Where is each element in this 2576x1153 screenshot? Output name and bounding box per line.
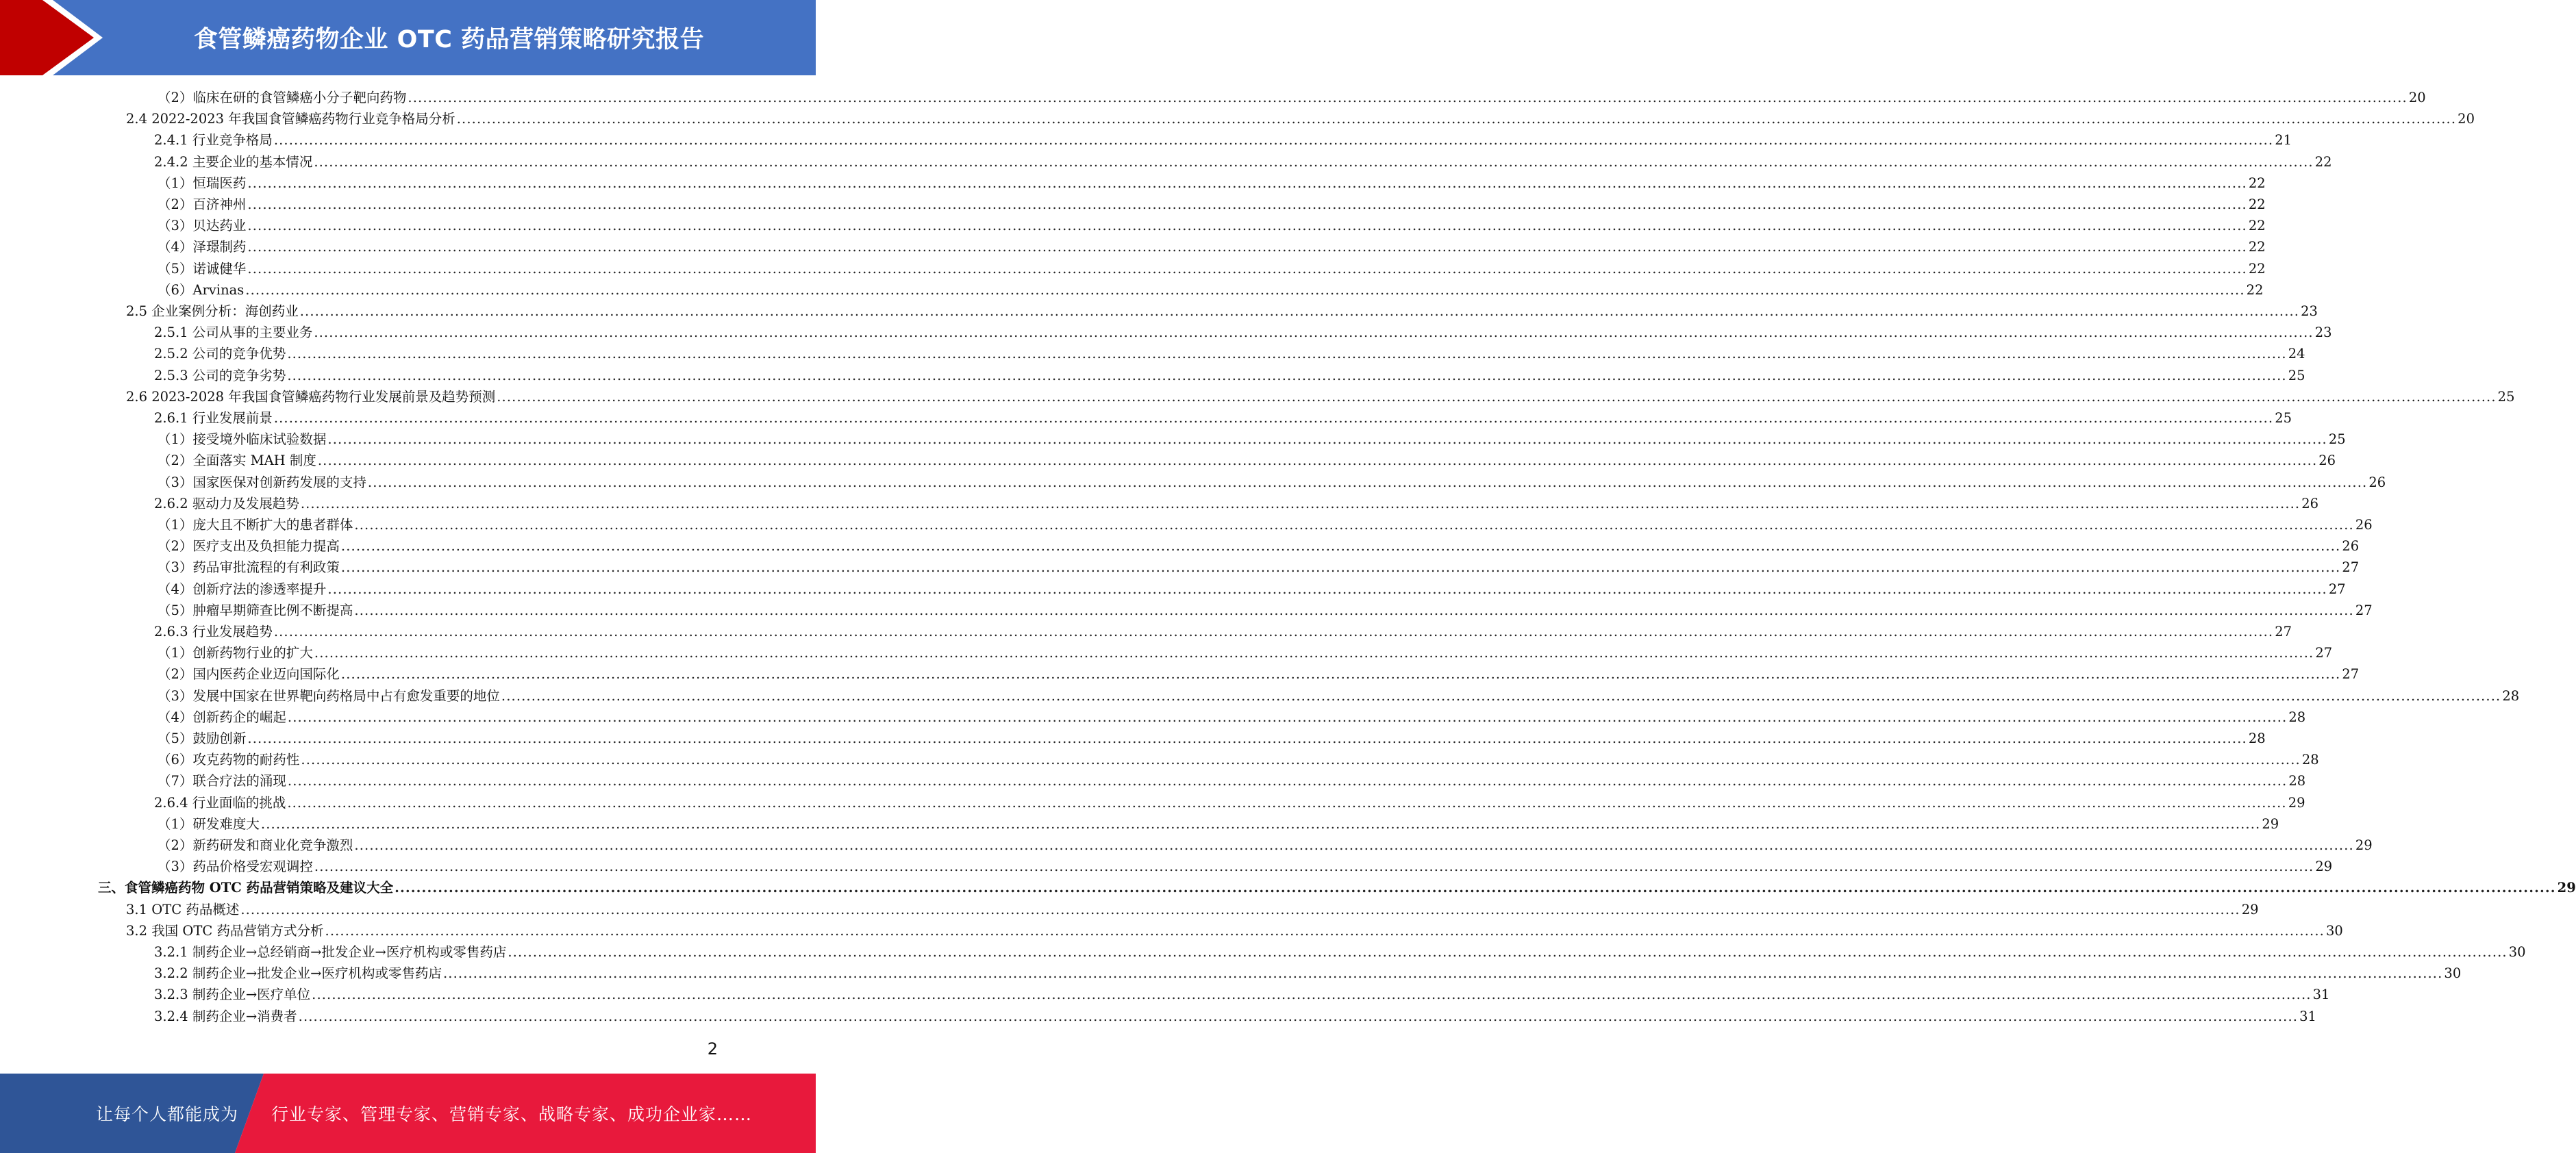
toc-entry[interactable] — [126, 386, 2515, 407]
toc-entry-page: 29 — [2557, 880, 2576, 896]
toc-entry-page: 28 — [2248, 731, 2266, 746]
toc-entry-page: 30 — [2444, 965, 2462, 982]
toc-dot-leader: ................................................................................................................................................................................................................................................................................................................................................................................................................ — [314, 153, 2314, 170]
toc-entry-title: （1）创新药物行业的扩大 — [158, 645, 313, 661]
toc-entry-page: 21 — [2275, 132, 2292, 149]
toc-entry-page: 20 — [2458, 111, 2475, 127]
toc-entry-title: （6）攻克药物的耐药性 — [158, 752, 300, 768]
toc-dot-leader: ................................................................................................................................................................................................................................................................................................................................................................................................................ — [354, 602, 2354, 618]
toc-entry-title: （2）临床在研的食管鳞癌小分子靶向药物 — [158, 90, 407, 105]
toc-dot-leader: ................................................................................................................................................................................................................................................................................................................................................................................................................ — [247, 731, 2247, 746]
toc-entry[interactable] — [158, 685, 2520, 707]
toc-entry[interactable] — [158, 557, 2360, 578]
toc-entry[interactable] — [154, 365, 2305, 386]
page-footer — [0, 1074, 816, 1153]
toc-entry[interactable] — [158, 194, 2266, 215]
toc-entry-title: 三、食管鳞癌药物 OTC 药品营销策略及建议大全 — [98, 880, 394, 896]
toc-entry[interactable] — [158, 173, 2266, 194]
toc-dot-leader: ................................................................................................................................................................................................................................................................................................................................................................................................................ — [247, 239, 2247, 255]
toc-entry[interactable] — [158, 600, 2373, 621]
toc-entry-title: （2）国内医药企业迈向国际化 — [158, 666, 340, 683]
toc-entry-page: 27 — [2275, 624, 2292, 639]
toc-entry[interactable] — [158, 514, 2373, 535]
toc-entry-title: 2.5.3 公司的竞争劣势 — [154, 367, 286, 383]
toc-entry-title: （5）肿瘤早期筛查比例不断提高 — [158, 602, 353, 618]
toc-entry-title: 2.6 2023-2028 年我国食管鳞癌药物行业发展前景及趋势预测 — [126, 388, 496, 405]
toc-entry-page: 23 — [2314, 325, 2332, 341]
toc-dot-leader: ................................................................................................................................................................................................................................................................................................................................................................................................................ — [247, 218, 2247, 234]
toc-dot-leader: ................................................................................................................................................................................................................................................................................................................................................................................................................ — [260, 815, 2261, 832]
toc-entry-title: 3.2.1 制药企业→总经销商→批发企业→医疗机构或零售药店 — [154, 944, 507, 960]
page-header — [0, 0, 816, 75]
toc-entry-page: 26 — [2301, 495, 2319, 511]
toc-entry-title: 2.6.2 驱动力及发展趋势 — [154, 495, 299, 511]
toc-entry-title: （5）诺诚健华 — [158, 260, 247, 277]
toc-entry-title: （2）百济神州 — [158, 197, 247, 212]
toc-entry-page: 29 — [2262, 815, 2279, 832]
toc-dot-leader: ................................................................................................................................................................................................................................................................................................................................................................................................................ — [317, 453, 2318, 469]
toc-dot-leader: ................................................................................................................................................................................................................................................................................................................................................................................................................ — [314, 859, 2314, 875]
toc-dot-leader: ................................................................................................................................................................................................................................................................................................................................................................................................................ — [354, 837, 2354, 853]
toc-entry-title: 2.5.2 公司的竞争优势 — [154, 346, 286, 362]
toc-entry[interactable] — [154, 322, 2332, 343]
toc-entry-title: （3）国家医保对创新药发展的支持 — [158, 474, 366, 490]
toc-entry-page: 25 — [2497, 388, 2515, 405]
toc-entry-page: 25 — [2288, 367, 2305, 383]
toc-entry-page: 22 — [2314, 153, 2332, 170]
toc-entry[interactable] — [158, 813, 2279, 835]
toc-entry[interactable] — [126, 899, 2259, 920]
toc-dot-leader: ................................................................................................................................................................................................................................................................................................................................................................................................................ — [273, 624, 2274, 639]
toc-dot-leader: ................................................................................................................................................................................................................................................................................................................................................................................................................ — [314, 645, 2314, 661]
report-title: 食管鳞癌药物企业 OTC 药品营销策略研究报告 — [193, 26, 705, 53]
toc-entry-title: 2.4.1 行业竞争格局 — [154, 132, 273, 149]
toc-entry-title: （4）泽璟制药 — [158, 239, 247, 255]
toc-entry[interactable] — [158, 856, 2333, 877]
toc-entry-title: 2.4 2022-2023 年我国食管鳞癌药物行业竞争格局分析 — [126, 111, 455, 127]
toc-entry-title: （3）药品价格受宏观调控 — [158, 859, 313, 875]
toc-dot-leader: ................................................................................................................................................................................................................................................................................................................................................................................................................ — [354, 517, 2354, 533]
toc-entry[interactable] — [158, 770, 2306, 791]
toc-dot-leader: ................................................................................................................................................................................................................................................................................................................................................................................................................ — [314, 325, 2314, 341]
toc-entry[interactable] — [158, 642, 2333, 663]
toc-entry-title: （4）创新疗法的渗透率提升 — [158, 581, 327, 597]
toc-entry-title: 3.2.3 制药企业→医疗单位 — [154, 987, 311, 1003]
toc-dot-leader: ................................................................................................................................................................................................................................................................................................................................................................................................................ — [287, 346, 2287, 362]
toc-entry[interactable] — [158, 236, 2266, 257]
toc-entry[interactable] — [158, 663, 2360, 685]
toc-entry-title: （2）医疗支出及负担能力提高 — [158, 538, 340, 555]
toc-entry[interactable] — [158, 535, 2360, 557]
toc-entry-title: （6）Arvinas — [158, 281, 245, 298]
toc-entry-page: 27 — [2355, 602, 2373, 618]
toc-entry[interactable] — [158, 707, 2306, 728]
toc-entry-title: 3.2.2 制药企业→批发企业→医疗机构或零售药店 — [154, 965, 442, 982]
toc-entry-page: 25 — [2328, 431, 2346, 448]
toc-dot-leader: ................................................................................................................................................................................................................................................................................................................................................................................................................ — [340, 559, 2341, 576]
toc-entry[interactable] — [98, 877, 2576, 898]
toc-dot-leader: ................................................................................................................................................................................................................................................................................................................................................................................................................ — [443, 965, 2443, 982]
toc-dot-leader: ................................................................................................................................................................................................................................................................................................................................................................................................................ — [300, 495, 2301, 511]
toc-entry[interactable] — [154, 792, 2305, 813]
toc-entry-page: 22 — [2248, 175, 2266, 191]
toc-entry-title: 3.2 我国 OTC 药品营销方式分析 — [126, 922, 324, 939]
toc-entry-title: （5）鼓励创新 — [158, 731, 247, 746]
toc-entry-page: 27 — [2328, 581, 2346, 597]
page-number: 2 — [707, 1039, 718, 1059]
toc-dot-leader: ................................................................................................................................................................................................................................................................................................................................................................................................................ — [247, 175, 2247, 191]
toc-entry-page: 23 — [2301, 303, 2318, 319]
toc-entry-title: （1）庞大且不断扩大的患者群体 — [158, 517, 353, 533]
toc-entry-title: 2.6.3 行业发展趋势 — [154, 624, 273, 639]
toc-dot-leader: ................................................................................................................................................................................................................................................................................................................................................................................................................ — [325, 922, 2325, 939]
toc-entry[interactable] — [154, 343, 2305, 364]
toc-dot-leader: ................................................................................................................................................................................................................................................................................................................................................................................................................ — [327, 581, 2327, 597]
toc-entry[interactable] — [158, 728, 2266, 749]
toc-entry-title: （1）研发难度大 — [158, 815, 260, 832]
toc-dot-leader: ................................................................................................................................................................................................................................................................................................................................................................................................................ — [287, 773, 2288, 789]
toc-entry[interactable] — [154, 493, 2319, 514]
toc-entry-page: 27 — [2315, 645, 2333, 661]
toc-entry[interactable] — [154, 941, 2526, 963]
toc-entry[interactable] — [158, 450, 2336, 471]
toc-entry-page: 22 — [2248, 260, 2266, 277]
toc-entry-title: （3）贝达药业 — [158, 218, 247, 234]
toc-dot-leader: ................................................................................................................................................................................................................................................................................................................................................................................................................ — [340, 666, 2341, 683]
toc-entry-page: 26 — [2342, 538, 2360, 555]
toc-entry-page: 28 — [2288, 773, 2306, 789]
toc-dot-leader: ................................................................................................................................................................................................................................................................................................................................................................................................................ — [240, 901, 2240, 917]
toc-entry[interactable] — [126, 301, 2318, 322]
toc-entry[interactable] — [154, 621, 2292, 642]
toc-entry-title: （2）全面落实 MAH 制度 — [158, 453, 316, 469]
toc-entry[interactable] — [158, 258, 2266, 279]
toc-entry-title: 3.1 OTC 药品概述 — [126, 901, 240, 917]
toc-dot-leader: ................................................................................................................................................................................................................................................................................................................................................................................................................ — [298, 1008, 2299, 1024]
toc-entry-page: 29 — [2288, 794, 2305, 811]
toc-dot-leader: ................................................................................................................................................................................................................................................................................................................................................................................................................ — [312, 987, 2312, 1003]
toc-dot-leader: ................................................................................................................................................................................................................................................................................................................................................................................................................ — [497, 388, 2497, 405]
toc-entry[interactable] — [158, 215, 2266, 236]
toc-entry-page: 29 — [2355, 837, 2373, 853]
toc-entry-page: 30 — [2508, 944, 2526, 960]
toc-entry-page: 22 — [2246, 281, 2264, 298]
toc-entry-page: 25 — [2275, 410, 2292, 426]
toc-entry-page: 28 — [2502, 687, 2520, 704]
toc-entry-page: 31 — [2299, 1008, 2316, 1024]
toc-entry[interactable] — [158, 835, 2373, 856]
toc-dot-leader: ................................................................................................................................................................................................................................................................................................................................................................................................................ — [508, 944, 2508, 960]
toc-dot-leader: ................................................................................................................................................................................................................................................................................................................................................................................................................ — [408, 90, 2408, 105]
toc-entry[interactable] — [154, 1006, 2316, 1027]
toc-dot-leader: ................................................................................................................................................................................................................................................................................................................................................................................................................ — [340, 538, 2341, 555]
toc-entry-page: 29 — [2241, 901, 2259, 917]
toc-dot-leader: ................................................................................................................................................................................................................................................................................................................................................................................................................ — [395, 880, 2556, 896]
toc-entry-page: 27 — [2342, 559, 2360, 576]
toc-entry-page: 20 — [2408, 90, 2426, 105]
toc-entry-title: （7）联合疗法的涌现 — [158, 773, 286, 789]
toc-entry-title: 2.6.4 行业面临的挑战 — [154, 794, 286, 811]
toc-entry-page: 31 — [2312, 987, 2330, 1003]
toc-entry[interactable] — [154, 151, 2332, 173]
toc-dot-leader: ................................................................................................................................................................................................................................................................................................................................................................................................................ — [287, 794, 2287, 811]
toc-entry-page: 29 — [2315, 859, 2333, 875]
toc-entry-title: 2.5.1 公司从事的主要业务 — [154, 325, 313, 341]
toc-entry[interactable] — [158, 579, 2346, 600]
toc-dot-leader: ................................................................................................................................................................................................................................................................................................................................................................................................................ — [247, 260, 2247, 277]
toc-dot-leader: ................................................................................................................................................................................................................................................................................................................................................................................................................ — [245, 281, 2245, 298]
toc-dot-leader: ................................................................................................................................................................................................................................................................................................................................................................................................................ — [287, 709, 2288, 725]
toc-entry[interactable] — [158, 749, 2319, 770]
toc-entry[interactable] — [154, 407, 2292, 429]
toc-entry[interactable] — [154, 963, 2462, 984]
toc-dot-leader: ................................................................................................................................................................................................................................................................................................................................................................................................................ — [247, 197, 2247, 212]
toc-entry[interactable] — [126, 108, 2475, 129]
toc-entry-page: 28 — [2288, 709, 2306, 725]
toc-entry-page: 24 — [2288, 346, 2305, 362]
toc-entry-title: （3）药品审批流程的有利政策 — [158, 559, 340, 576]
toc-dot-leader: ................................................................................................................................................................................................................................................................................................................................................................................................................ — [301, 752, 2301, 768]
toc-entry-title: （3）发展中国家在世界靶向药格局中占有愈发重要的地位 — [158, 687, 500, 704]
toc-entry-page: 22 — [2248, 239, 2266, 255]
toc-dot-leader: ................................................................................................................................................................................................................................................................................................................................................................................................................ — [273, 132, 2274, 149]
toc-dot-leader: ................................................................................................................................................................................................................................................................................................................................................................................................................ — [367, 474, 2368, 490]
toc-entry[interactable] — [158, 87, 2426, 108]
toc-entry-title: 2.6.1 行业发展前景 — [154, 410, 273, 426]
toc-entry[interactable] — [158, 472, 2386, 493]
toc-entry-page: 30 — [2325, 922, 2343, 939]
toc-dot-leader: ................................................................................................................................................................................................................................................................................................................................................................................................................ — [327, 431, 2327, 448]
toc-entry[interactable] — [158, 279, 2264, 301]
toc-entry-page: 27 — [2342, 666, 2360, 683]
toc-dot-leader: ................................................................................................................................................................................................................................................................................................................................................................................................................ — [273, 410, 2274, 426]
toc-dot-leader: ................................................................................................................................................................................................................................................................................................................................................................................................................ — [501, 687, 2501, 704]
toc-entry-title: 2.5 企业案例分析：海创药业 — [126, 303, 299, 319]
toc-entry-page: 26 — [2355, 517, 2373, 533]
toc-entry[interactable] — [154, 129, 2292, 151]
toc-entry-page: 26 — [2368, 474, 2386, 490]
toc-entry-title: （4）创新药企的崛起 — [158, 709, 286, 725]
toc-dot-leader: ................................................................................................................................................................................................................................................................................................................................................................................................................ — [299, 303, 2300, 319]
toc-entry-title: 3.2.4 制药企业→消费者 — [154, 1008, 297, 1024]
toc-dot-leader: ................................................................................................................................................................................................................................................................................................................................................................................................................ — [456, 111, 2457, 127]
toc-entry[interactable] — [154, 984, 2330, 1005]
toc-dot-leader: ................................................................................................................................................................................................................................................................................................................................................................................................................ — [287, 367, 2287, 383]
toc-entry-page: 26 — [2318, 453, 2336, 469]
toc-entry[interactable] — [126, 920, 2343, 941]
footer-slogan-left: 让每个人都能成为 — [96, 1104, 239, 1124]
toc-entry-page: 28 — [2301, 752, 2319, 768]
toc-entry[interactable] — [158, 429, 2346, 450]
footer-slogan-right: 行业专家、管理专家、营销专家、战略专家、成功企业家…… — [271, 1104, 753, 1124]
toc-entry-page: 22 — [2248, 218, 2266, 234]
toc-entry-title: （1）接受境外临床试验数据 — [158, 431, 327, 448]
toc-entry-title: （2）新药研发和商业化竞争激烈 — [158, 837, 353, 853]
toc-entry-page: 22 — [2248, 197, 2266, 212]
toc-entry-title: （1）恒瑞医药 — [158, 175, 247, 191]
toc-entry-title: 2.4.2 主要企业的基本情况 — [154, 153, 313, 170]
